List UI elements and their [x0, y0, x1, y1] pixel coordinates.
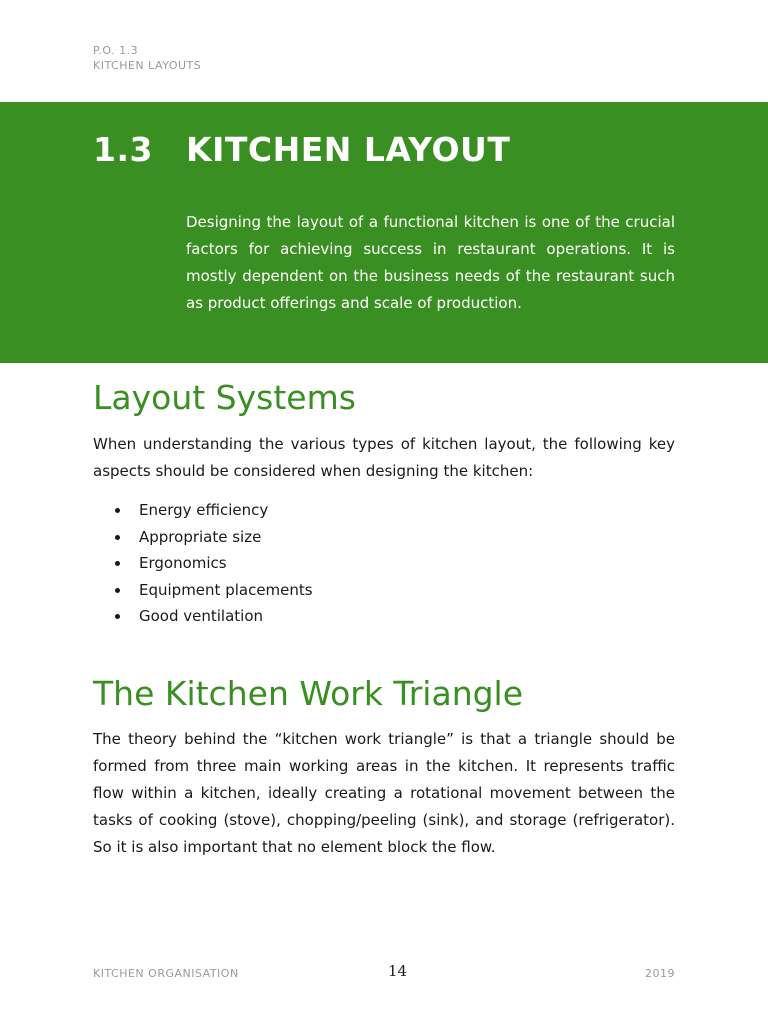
list-item-text: Good ventilation: [139, 607, 264, 626]
bullet-icon: [115, 588, 120, 593]
list-item-text: Ergonomics: [139, 554, 227, 573]
chapter-intro: Designing the layout of a functional kitchen is one of the crucial factors for achieving success in restaurant operations. It is mostly dependent on the business needs of the restaurant such as product offerings and scale of production.: [186, 213, 675, 312]
section-heading-work-triangle: The Kitchen Work Triangle: [93, 674, 524, 713]
list-item-text: Appropriate size: [139, 527, 262, 546]
key-aspects-list: [93, 497, 313, 630]
header-section: KITCHEN LAYOUTS: [93, 59, 202, 72]
list-item-text: Energy efficiency: [139, 501, 269, 519]
chapter-title-text: KITCHEN LAYOUT: [186, 130, 511, 169]
header-code: P.O. 1.3: [93, 44, 139, 57]
bullet-icon: [115, 614, 120, 619]
footer-year: 2019: [645, 967, 675, 980]
page-number: 14: [388, 962, 408, 980]
list-item: [93, 577, 313, 604]
section-paragraph-layout-systems: When understanding the various types of kitchen layout, the following key aspects should be considered when designing the kitchen:: [93, 435, 675, 480]
list-item: [93, 524, 313, 551]
footer-title: KITCHEN ORGANISATION: [93, 967, 239, 980]
chapter-number: 1.3: [93, 130, 153, 169]
bullet-icon: [115, 561, 120, 566]
running-header: [93, 43, 201, 73]
bullet-icon: [115, 535, 120, 540]
section-heading-layout-systems: Layout Systems: [93, 378, 356, 417]
list-item-text: Equipment placements: [139, 580, 313, 599]
list-item: [93, 497, 313, 524]
bullet-icon: [115, 508, 120, 513]
chapter-title: [93, 130, 510, 169]
section-paragraph-work-triangle: The theory behind the “kitchen work triangle” is that a triangle should be formed from three main working areas in the kitchen. It represents traffic flow within a kitchen, ideally creating a rotational movement between the tasks of cooking (stove), chopping/peeling (sink), and storage (refrigerator). So it is also important that no element block the flow.: [93, 730, 675, 856]
list-item: [93, 550, 313, 577]
list-item: [93, 603, 313, 630]
